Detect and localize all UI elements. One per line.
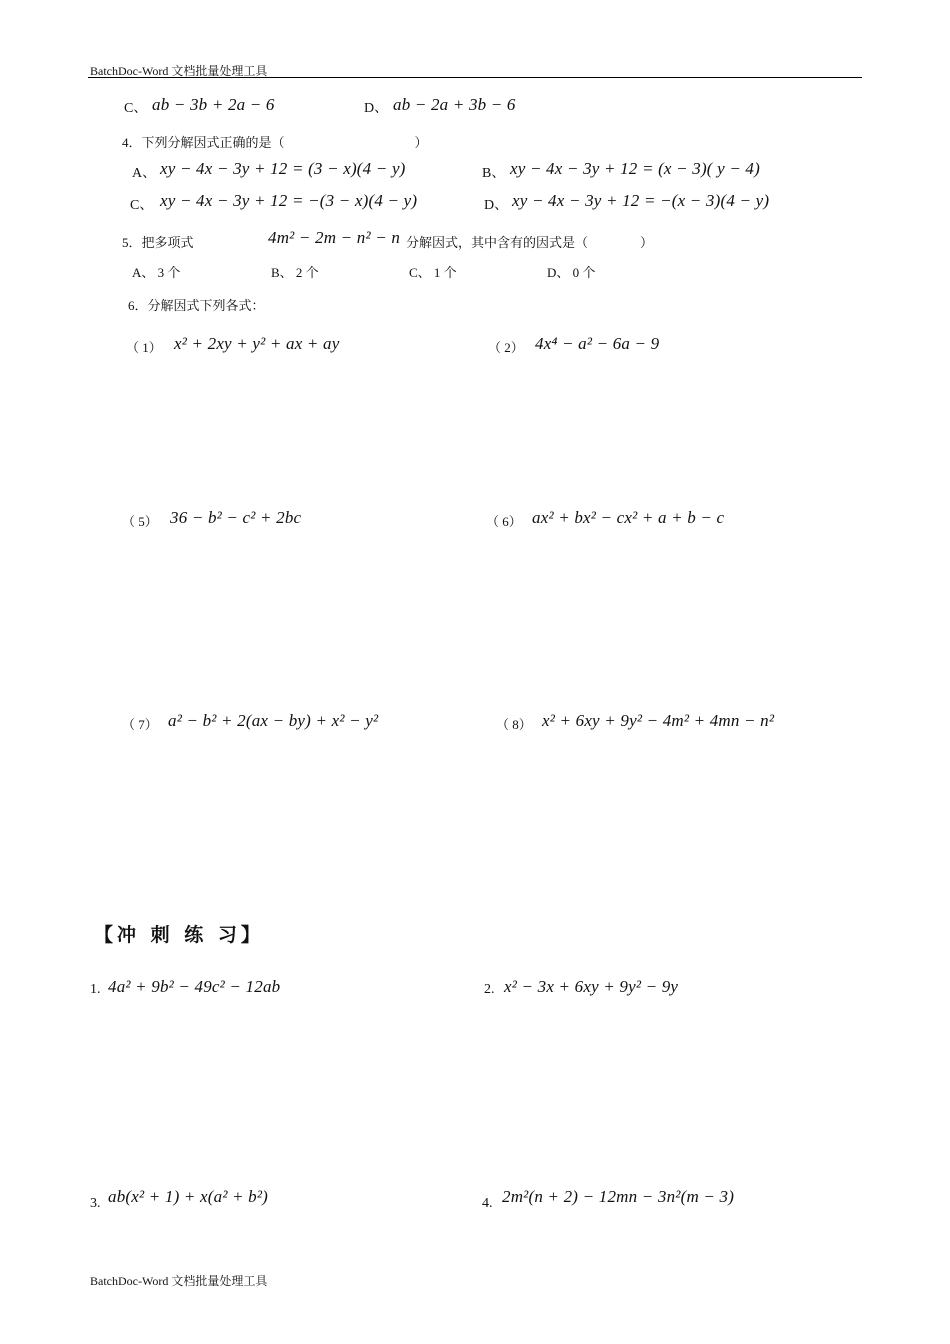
q4-option-c-expr: xy − 4x − 3y + 12 = −(3 − x)(4 − y) <box>160 191 418 210</box>
q3-option-c-expr: ab − 3b + 2a − 6 <box>152 95 275 114</box>
page-header: BatchDoc-Word 文档批量处理工具 <box>90 64 268 78</box>
q6-item-expression: 36 − b² − c² + 2bc <box>170 508 302 527</box>
q5-option-b: B、 2 个 <box>271 265 319 280</box>
page-footer: BatchDoc-Word 文档批量处理工具 <box>90 1274 268 1288</box>
q6-item-expression: a² − b² + 2(ax − by) + x² − y² <box>168 711 379 730</box>
q5-stem-expression: 4m² − 2m − n² − n <box>268 228 401 247</box>
q5-stem-suffix: 分解因式，其中含有的因式是（ ） <box>406 235 654 250</box>
sprint-item-label: 1. <box>90 982 101 997</box>
q3-option-d-expr: ab − 2a + 3b − 6 <box>393 95 516 114</box>
q6-item-label: （ 7） <box>122 717 158 732</box>
q6-item-expression: 4x⁴ − a² − 6a − 9 <box>535 334 660 353</box>
sprint-item-expression: ab(x² + 1) + x(a² + b²) <box>108 1187 269 1206</box>
q5-option-d: D、 0 个 <box>547 265 596 280</box>
q6-item-label: （ 5） <box>122 514 158 529</box>
q4-option-b-expr: xy − 4x − 3y + 12 = (x − 3)( y − 4) <box>510 159 760 178</box>
sprint-item-label: 4. <box>482 1196 493 1211</box>
q6-item-label: （ 8） <box>496 717 532 732</box>
q4-stem: 4．下列分解因式正确的是（ ） <box>122 135 428 150</box>
q6-item-label: （ 1） <box>126 340 162 355</box>
q4-option-d-label: D、 <box>484 198 509 213</box>
q4-option-a-expr: xy − 4x − 3y + 12 = (3 − x)(4 − y) <box>160 159 406 178</box>
sprint-item-expression: 2m²(n + 2) − 12mn − 3n²(m − 3) <box>502 1187 735 1206</box>
sprint-item-label: 3. <box>90 1196 101 1211</box>
q6-item-expression: x² + 2xy + y² + ax + ay <box>174 334 340 353</box>
q3-option-c-label: C、 <box>124 101 148 116</box>
sprint-section-title: 【冲 刺 练 习】 <box>94 924 264 946</box>
sprint-item-label: 2. <box>484 982 495 997</box>
q4-option-b-label: B、 <box>482 166 506 181</box>
q6-stem: 6．分解因式下列各式： <box>128 298 265 313</box>
sprint-item-expression: 4a² + 9b² − 49c² − 12ab <box>108 977 281 996</box>
q4-option-c-label: C、 <box>130 198 154 213</box>
sprint-item-expression: x² − 3x + 6xy + 9y² − 9y <box>504 977 679 996</box>
q4-option-d-expr: xy − 4x − 3y + 12 = −(x − 3)(4 − y) <box>512 191 770 210</box>
q6-item-label: （ 6） <box>486 514 522 529</box>
q5-option-c: C、 1 个 <box>409 265 457 280</box>
q5-option-a: A、 3 个 <box>132 265 181 280</box>
header-rule <box>88 77 862 78</box>
q3-option-d-label: D、 <box>364 101 389 116</box>
q6-item-expression: x² + 6xy + 9y² − 4m² + 4mn − n² <box>542 711 775 730</box>
q6-item-label: （ 2） <box>488 340 524 355</box>
q4-option-a-label: A、 <box>132 166 157 181</box>
q6-item-expression: ax² + bx² − cx² + a + b − c <box>532 508 725 527</box>
q5-stem-prefix: 5．把多项式 <box>122 235 207 250</box>
